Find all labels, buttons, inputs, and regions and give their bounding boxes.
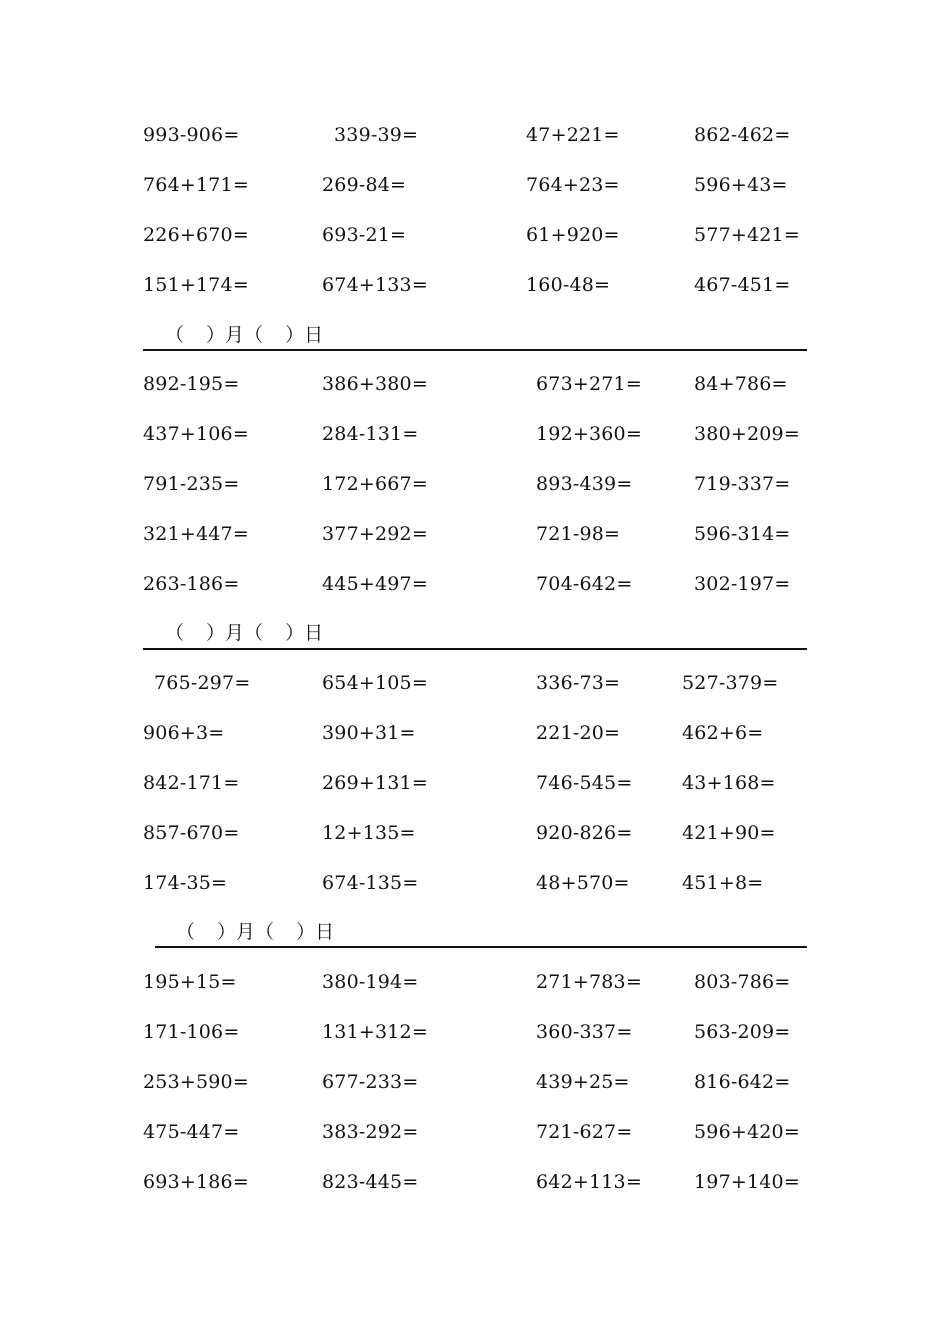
arithmetic-problem: 302-197= (694, 573, 791, 595)
arithmetic-problem: 892-195= (143, 373, 240, 395)
close-paren: ） (285, 622, 305, 644)
close-paren: ） (296, 921, 316, 943)
arithmetic-problem: 467-451= (694, 274, 791, 296)
arithmetic-problem: 857-670= (143, 822, 240, 844)
arithmetic-problem: 380-194= (322, 971, 419, 993)
arithmetic-problem: 693-21= (322, 224, 407, 246)
arithmetic-problem: 475-447= (143, 1121, 240, 1143)
arithmetic-problem: 765-297= (154, 672, 251, 694)
arithmetic-problem: 380+209= (694, 423, 800, 445)
arithmetic-problem: 192+360= (536, 423, 642, 445)
arithmetic-problem: 390+31= (322, 722, 416, 744)
arithmetic-problem: 862-462= (694, 124, 791, 146)
arithmetic-problem: 596+43= (694, 174, 788, 196)
open-paren: （ (176, 921, 196, 943)
close-paren: ） (206, 324, 226, 346)
arithmetic-problem: 673+271= (536, 373, 642, 395)
open-paren: （ (244, 622, 264, 644)
arithmetic-problem: 764+23= (526, 174, 620, 196)
arithmetic-problem: 527-379= (682, 672, 779, 694)
arithmetic-problem: 253+590= (143, 1071, 249, 1093)
arithmetic-problem: 596-314= (694, 523, 791, 545)
arithmetic-problem: 174-35= (143, 872, 228, 894)
arithmetic-problem: 151+174= (143, 274, 249, 296)
arithmetic-problem: 642+113= (536, 1171, 642, 1193)
arithmetic-problem: 131+312= (322, 1021, 428, 1043)
arithmetic-problem: 439+25= (536, 1071, 630, 1093)
arithmetic-problem: 360-337= (536, 1021, 633, 1043)
arithmetic-problem: 920-826= (536, 822, 633, 844)
arithmetic-problem: 383-292= (322, 1121, 419, 1143)
arithmetic-problem: 823-445= (322, 1171, 419, 1193)
section-divider (155, 946, 807, 948)
arithmetic-problem: 451+8= (682, 872, 764, 894)
day-label: 日 (304, 622, 324, 644)
arithmetic-problem: 674-135= (322, 872, 419, 894)
arithmetic-problem: 386+380= (322, 373, 428, 395)
arithmetic-problem: 704-642= (536, 573, 633, 595)
arithmetic-problem: 271+783= (536, 971, 642, 993)
arithmetic-problem: 47+221= (526, 124, 620, 146)
month-label: 月 (236, 921, 256, 943)
arithmetic-problem: 437+106= (143, 423, 249, 445)
open-paren: （ (165, 324, 185, 346)
arithmetic-problem: 693+186= (143, 1171, 249, 1193)
arithmetic-problem: 842-171= (143, 772, 240, 794)
day-label: 日 (304, 324, 324, 346)
open-paren: （ (165, 622, 185, 644)
arithmetic-problem: 12+135= (322, 822, 416, 844)
arithmetic-problem: 462+6= (682, 722, 764, 744)
arithmetic-problem: 445+497= (322, 573, 428, 595)
arithmetic-problem: 336-73= (536, 672, 621, 694)
arithmetic-problem: 746-545= (536, 772, 633, 794)
arithmetic-problem: 339-39= (334, 124, 419, 146)
arithmetic-problem: 61+920= (526, 224, 620, 246)
open-paren: （ (244, 324, 264, 346)
arithmetic-problem: 721-98= (536, 523, 621, 545)
section-divider (143, 648, 807, 650)
arithmetic-problem: 269-84= (322, 174, 407, 196)
arithmetic-problem: 263-186= (143, 573, 240, 595)
arithmetic-problem: 421+90= (682, 822, 776, 844)
arithmetic-problem: 195+15= (143, 971, 237, 993)
arithmetic-problem: 677-233= (322, 1071, 419, 1093)
close-paren: ） (285, 324, 305, 346)
arithmetic-problem: 377+292= (322, 523, 428, 545)
arithmetic-problem: 596+420= (694, 1121, 800, 1143)
arithmetic-problem: 764+171= (143, 174, 249, 196)
arithmetic-problem: 284-131= (322, 423, 419, 445)
arithmetic-problem: 993-906= (143, 124, 240, 146)
arithmetic-problem: 803-786= (694, 971, 791, 993)
arithmetic-problem: 906+3= (143, 722, 225, 744)
close-paren: ） (217, 921, 237, 943)
month-label: 月 (225, 324, 245, 346)
arithmetic-problem: 577+421= (694, 224, 800, 246)
arithmetic-problem: 48+570= (536, 872, 630, 894)
arithmetic-problem: 269+131= (322, 772, 428, 794)
day-label: 日 (315, 921, 335, 943)
arithmetic-problem: 721-627= (536, 1121, 633, 1143)
arithmetic-problem: 43+168= (682, 772, 776, 794)
date-line (176, 920, 334, 944)
arithmetic-problem: 221-20= (536, 722, 621, 744)
arithmetic-problem: 197+140= (694, 1171, 800, 1193)
arithmetic-problem: 563-209= (694, 1021, 791, 1043)
arithmetic-problem: 816-642= (694, 1071, 791, 1093)
close-paren: ） (206, 622, 226, 644)
section-divider (143, 349, 807, 351)
arithmetic-problem: 321+447= (143, 523, 249, 545)
arithmetic-problem: 674+133= (322, 274, 428, 296)
arithmetic-problem: 171-106= (143, 1021, 240, 1043)
arithmetic-problem: 226+670= (143, 224, 249, 246)
arithmetic-problem: 84+786= (694, 373, 788, 395)
arithmetic-problem: 719-337= (694, 473, 791, 495)
date-line (165, 323, 323, 347)
open-paren: （ (255, 921, 275, 943)
date-line (165, 621, 323, 645)
arithmetic-problem: 172+667= (322, 473, 428, 495)
arithmetic-problem: 160-48= (526, 274, 611, 296)
arithmetic-problem: 654+105= (322, 672, 428, 694)
arithmetic-problem: 791-235= (143, 473, 240, 495)
month-label: 月 (225, 622, 245, 644)
arithmetic-problem: 893-439= (536, 473, 633, 495)
